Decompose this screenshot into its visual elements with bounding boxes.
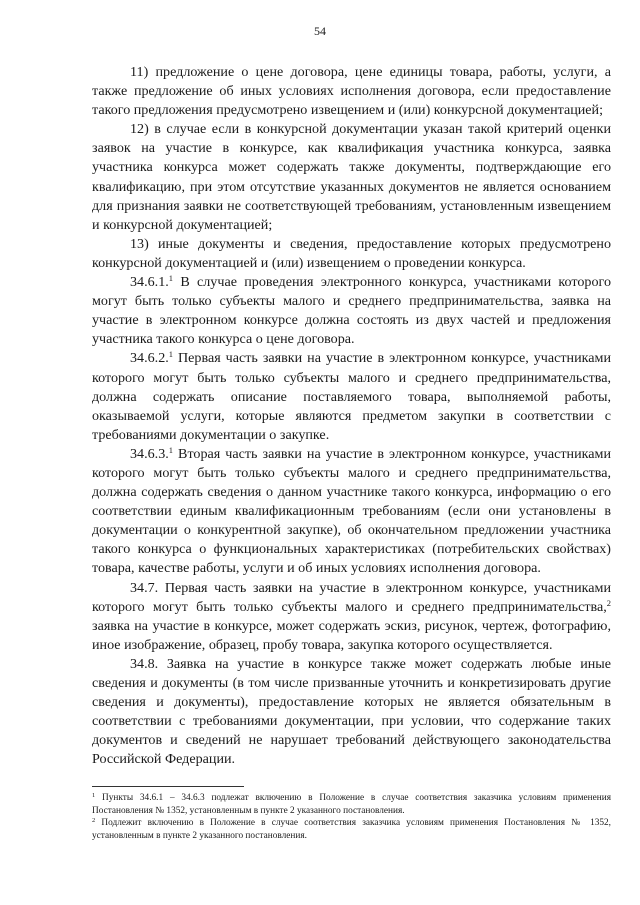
footnote-number: 1 (92, 792, 96, 799)
paragraph-text: Первая часть заявки на участие в электронном конкурсе, участниками которого могут быть только субъекты малого и среднего предпринимательства, должна содержать описание поставляемого товара, выполняемой работы, оказываемой услуги, которые являются предметом закупки в соответствии с требованиями документации о закупке. (92, 350, 611, 443)
paragraph-text: Вторая часть заявки на участие в электронном конкурсе, участниками которого могут быть только субъекты малого и среднего предпринимательства, должна содержать сведения о данном участнике такого конкурса, информацию о его соответствии единым квалификационным требованиям (если они установлены в документации о конкурентной закупке), об окончательном предложении участника такого конкурса о функциональных характеристиках (потребительских свойствах) товара, качестве работы, услуги и об иных условиях исполнения договора. (92, 445, 611, 577)
paragraph-text: В случае проведения электронного конкурса, участниками которого могут быть только субъекты малого и среднего предпринимательства, заявка на участие в электронном конкурсе должна состоять из двух частей и предложения участника такого конкурса о цене договора. (92, 274, 611, 348)
footnote-number: 2 (92, 817, 96, 825)
clause-number: 34.6.3. (130, 445, 169, 462)
footnote-text: Пункты 34.6.1 – 34.6.3 подлежат включению в Положение в случае соответствия заказчика условиям применения Постановления № 1352, установленным в пункте 2 указанного постановления. (92, 793, 611, 816)
paragraph-item-12 (92, 120, 611, 235)
footnote-text: Подлежит включению в Положение в случае соответствия заказчика условиям применения Постановления № 1352, установленным в пункте 2 указанного постановления. (92, 818, 611, 841)
paragraph-clause-34-7 (92, 579, 611, 655)
paragraph-item-13 (92, 235, 611, 273)
footnote-ref: 2 (606, 597, 611, 608)
page-number: 54 (314, 24, 326, 38)
paragraph-clause-34-8 (92, 655, 611, 770)
paragraph-text: заявка на участие в конкурсе, может содержать эскиз, рисунок, чертеж, фотографию, иное изображение, образец, пробу товара, закупка которого осуществляется. (92, 617, 611, 653)
footnote-2 (92, 817, 611, 842)
paragraph-text: 11) предложение о цене договора, цене единицы товара, работы, услуги, а также предложение об иных условиях исполнения договора, если предоставление такого предложения предусмотрено извещением и (или) конкурсной документацией; (92, 64, 611, 119)
paragraph-text: 12) в случае если в конкурсной документации указан такой критерий оценки заявок на участие в конкурсе, как квалификация участника конкурса, заявка участника конкурса может содержать также документы, подтверждающие его квалификацию, при этом отсутствие указанных документов не является основанием для признания заявки не соответствующей требованиям, установленным извещением и конкурсной документацией; (92, 121, 611, 233)
footnotes-section (92, 792, 611, 842)
footnote-1 (92, 792, 611, 817)
paragraph-clause-34-6-2 (92, 349, 611, 444)
footnote-ref: 1 (168, 273, 174, 284)
paragraph-text: 13) иные документы и сведения, предоставление которых предусмотрено конкурсной документацией и (или) извещением о проведении конкурса. (92, 235, 611, 271)
footnote-ref: 1 (168, 444, 174, 455)
clause-number: 34.6.2. (130, 350, 169, 367)
paragraph-text-lead: 34.7. Первая часть заявки на участие в электронном конкурсе, участниками которого могут быть только субъекты малого и среднего предпринимательства, (92, 579, 611, 615)
footnote-ref: 1 (168, 349, 174, 360)
paragraph-clause-34-6-3 (92, 445, 611, 579)
document-body (92, 63, 611, 769)
paragraph-text: 34.8. Заявка на участие в конкурсе также может содержать любые иные сведения и документы (в том числе призванные уточнить и конкретизировать другие сведения и документы), предоставление которых не является обязательным в соответствии с требованиями документации, при условии, что содержание таких документов и сведений не нарушает требований действующего законодательства Российской Федерации. (92, 655, 611, 768)
paragraph-clause-34-6-1 (92, 273, 611, 349)
footnote-divider (92, 786, 244, 787)
clause-number: 34.6.1. (130, 274, 169, 291)
paragraph-item-11 (92, 63, 611, 120)
